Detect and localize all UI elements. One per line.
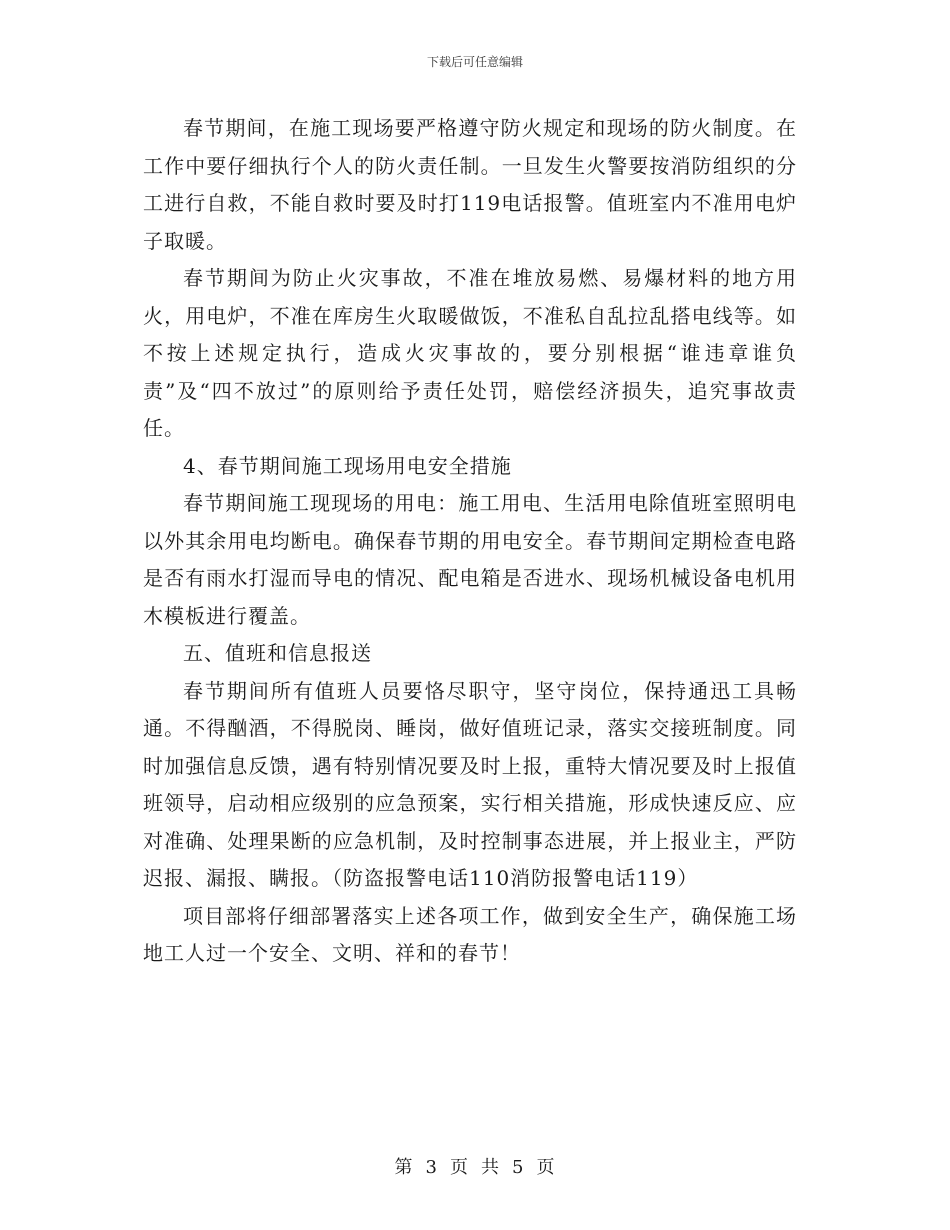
header-note: 下载后可任意编辑 bbox=[426, 55, 523, 69]
page-label-di: 第 bbox=[394, 1157, 414, 1178]
page-label-ye2: 页 bbox=[536, 1157, 556, 1178]
paragraph-duty: 春节期间所有值班人员要恪尽职守，坚守岗位，保持通迅工具畅通。不得酗酒，不得脱岗、睡岗，做好值班记录，落实交接班制度。同时加强信息反馈，遇有特别情况要及时上报，重特大情况要及时上报值班领导，启动相应级别的应急预案，实行相关措施，形成快速反应、应对准确、处理果断的应急机制，及时控制事态进展，并上报业主，严防迟报、漏报、瞒报。（防盗报警电话110消防报警电话119） bbox=[143, 678, 797, 890]
section-heading-duty: 五、值班和信息报送 bbox=[183, 641, 372, 665]
page-number bbox=[0, 1153, 950, 1179]
section-heading-electricity: 4、春节期间施工现场用电安全措施 bbox=[183, 453, 512, 478]
current-page: 3 bbox=[425, 1157, 438, 1178]
total-pages: 5 bbox=[512, 1157, 525, 1178]
paragraph-fire-prevention: 春节期间为防止火灾事故，不准在堆放易燃、易爆材料的地方用火，用电炉，不准在库房生火取暖做饭，不准私自乱拉乱搭电线等。如不按上述规定执行，造成火灾事故的，要分别根据“谁违章谁负责”及“四不放过”的原则给予责任处罚，赔偿经济损失，追究事故责任。 bbox=[143, 266, 797, 440]
page-label-ye: 页 bbox=[450, 1157, 469, 1178]
page-label-gong: 共 bbox=[481, 1157, 500, 1178]
paragraph-electricity: 春节期间施工现现场的用电：施工用电、生活用电除值班室照明电以外其余用电均断电。确保春节期的用电安全。春节期间定期检查电路是否有雨水打湿而导电的情况、配电箱是否进水、现场机械设备电机用木模板进行覆盖。 bbox=[143, 491, 797, 628]
paragraph-fire-rules: 春节期间，在施工现场要严格遵守防火规定和现场的防火制度。在工作中要仔细执行个人的防火责任制。一旦发生火警要按消防组织的分工进行自救，不能自救时要及时打119电话报警。值班室内不准用电炉子取暖。 bbox=[143, 116, 797, 253]
document-body bbox=[143, 110, 797, 973]
paragraph-closing: 项目部将仔细部署落实上述各项工作，做到安全生产，确保施工场地工人过一个安全、文明、祥和的春节！ bbox=[143, 903, 797, 965]
